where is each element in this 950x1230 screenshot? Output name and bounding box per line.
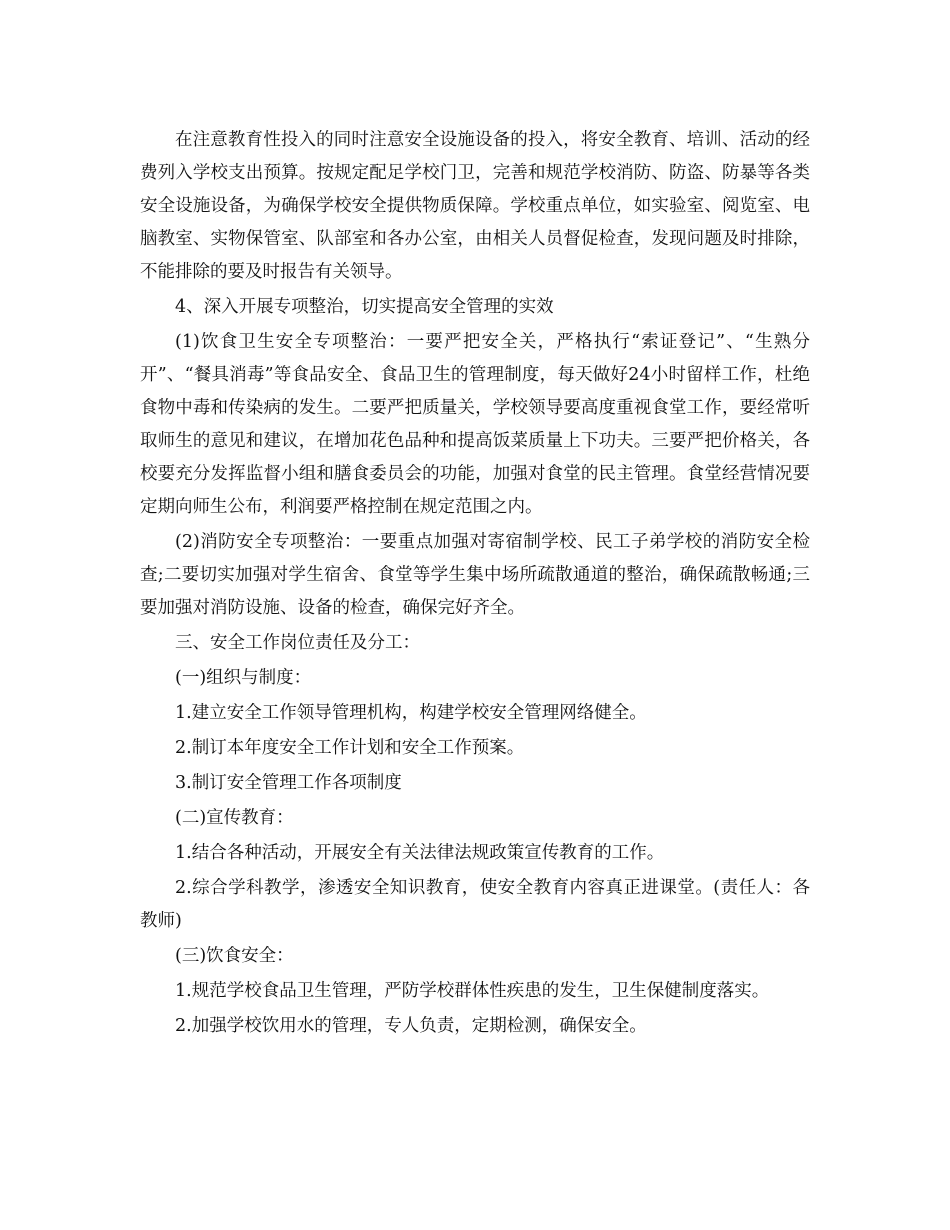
section-heading-responsibilities: 三、安全工作岗位责任及分工：	[175, 633, 420, 653]
list-item-food-2: 2.加强学校饮用水的管理，专人负责，定期检测，确保安全。	[175, 1016, 647, 1036]
list-item-org-1: 1.建立安全工作领导管理机构，构建学校安全管理网络健全。	[175, 703, 647, 723]
subheading-food: (三)饮食安全：	[175, 946, 294, 966]
paragraph-safety-investment: 在注意教育性投入的同时注意安全设施设备的投入，将安全教育、培训、活动的经费列入学校支出预算。按规定配足学校门卫，完善和规范学校消防、防盗、防暴等各类安全设施设备，为确保学校安全提供物质保障。学校重点单位，如实验室、阅览室、电脑教室、实物保管室、队部室和各办公室，由相关人员督促检查，发现问题及时排除，不能排除的要及时报告有关领导。	[140, 130, 810, 282]
list-item-org-2: 2.制订本年度安全工作计划和安全工作预案。	[175, 738, 525, 758]
subheading-publicity: (二)宣传教育：	[175, 808, 294, 828]
subheading-organization: (一)组织与制度：	[175, 668, 312, 688]
list-item-food-1: 1.规范学校食品卫生管理，严防学校群体性疾患的发生，卫生保健制度落实。	[175, 981, 770, 1001]
list-item-org-3: 3.制订安全管理工作各项制度	[175, 773, 402, 793]
paragraph-food-safety: (1)饮食卫生安全专项整治：一要严把安全关，严格执行“索证登记”、“生熟分开”、“餐具消毒”等食品安全、食品卫生的管理制度，每天做好24小时留样工作，杜绝食物中毒和传染病的发生。二要严把质量关，学校领导要高度重视食堂工作，要经常听取师生的意见和建议，在增加花色品种和提高饭菜质量上下功夫。三要严把价格关，各校要充分发挥监督小组和膳食委员会的功能，加强对食堂的民主管理。食堂经营情况要定期向师生公布，利润要严格控制在规定范围之内。	[140, 332, 810, 517]
document-body	[140, 124, 810, 1045]
paragraph-heading-special-rectification: 4、深入开展专项整治，切实提高安全管理的实效	[175, 297, 554, 317]
paragraph-fire-safety: (2)消防安全专项整治：一要重点加强对寄宿制学校、民工子弟学校的消防安全检查;二要切实加强对学生宿舍、食堂等学生集中场所疏散通道的整治，确保疏散畅通;三要加强对消防设施、设备的检查，确保完好齐全。	[140, 532, 810, 618]
list-item-publicity-1: 1.结合各种活动，开展安全有关法律法规政策宣传教育的工作。	[175, 843, 665, 863]
list-item-publicity-2: 2.综合学科教学，渗透安全知识教育，使安全教育内容真正进课堂。(责任人：各教师)	[140, 878, 810, 931]
